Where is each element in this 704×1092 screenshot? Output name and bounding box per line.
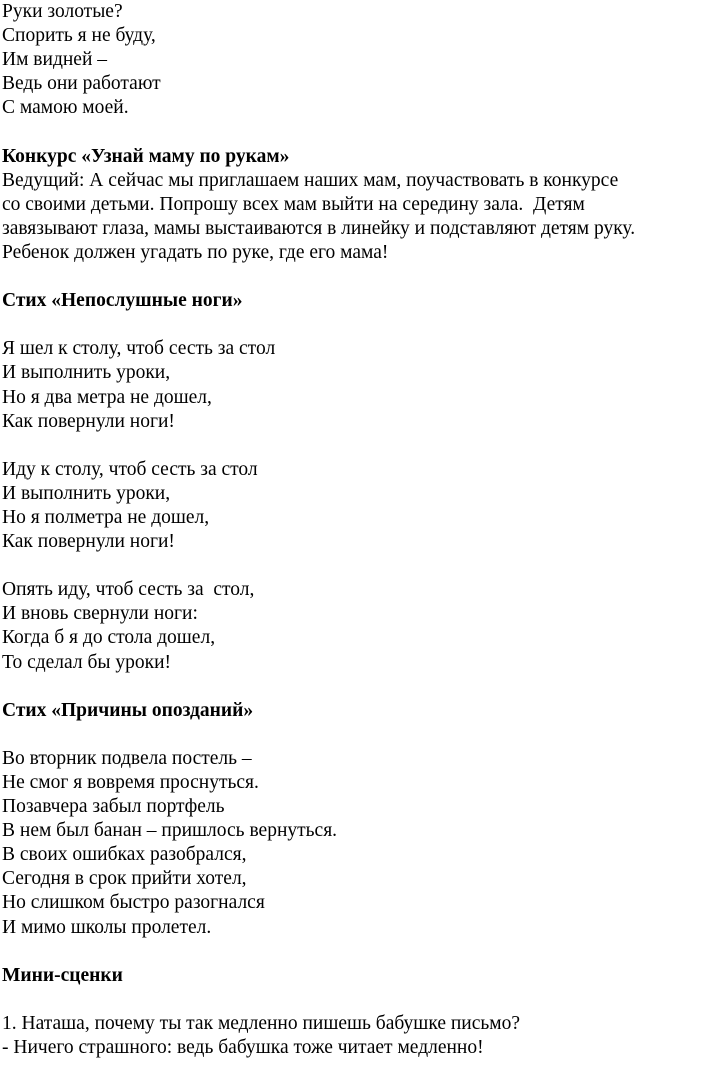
paragraph-line: Ребенок должен угадать по руке, где его мама! <box>2 241 389 263</box>
poem-line: Я шел к столу, чтоб сесть за стол <box>2 338 276 360</box>
paragraph-line: завязывают глаза, мамы выстаиваются в линейку и подставляют детям руку. <box>2 217 636 239</box>
poem-line: С мамою моей. <box>2 97 129 119</box>
poem-line: И вновь свернули ноги: <box>2 603 198 625</box>
mini-scenes-section <box>2 964 702 1060</box>
blank-line <box>2 940 702 964</box>
section-heading: Стих «Непослушные ноги» <box>2 290 243 312</box>
paragraph-line: со своими детьми. Попрошу всех мам выйти на середину зала. Детям <box>2 193 585 215</box>
document-page <box>2 0 702 1060</box>
contest-section <box>2 145 702 265</box>
poem-line: И мимо школы пролетел. <box>2 916 212 938</box>
poem-line: В своих ошибках разобрался, <box>2 844 247 866</box>
poem-line: Позавчера забыл портфель <box>2 796 225 818</box>
poem-line: И выполнить уроки, <box>2 362 171 384</box>
blank-line <box>2 675 702 699</box>
paragraph-line: Ведущий: А сейчас мы приглашаем наших мам, поучаствовать в конкурсе <box>2 169 619 191</box>
poem-line: Но я два метра не дошел, <box>2 386 212 408</box>
blank-line <box>2 723 702 747</box>
poem-line: Опять иду, чтоб сесть за стол, <box>2 579 255 601</box>
dialogue-line: 1. Наташа, почему ты так медленно пишешь бабушке письмо? <box>2 1012 521 1034</box>
section-heading: Конкурс «Узнай маму по рукам» <box>2 145 290 167</box>
blank-line <box>2 120 702 144</box>
poem-line: Им видней – <box>2 49 108 71</box>
section-heading: Стих «Причины опозданий» <box>2 699 254 721</box>
poem-line: И выполнить уроки, <box>2 482 171 504</box>
poem-line: В нем был банан – пришлось вернуться. <box>2 820 338 842</box>
poem-line: То сделал бы уроки! <box>2 651 172 673</box>
section-heading: Мини-сценки <box>2 964 123 986</box>
poem-line: Но я полметра не дошел, <box>2 506 210 528</box>
poem-line: Ведь они работают <box>2 73 161 95</box>
poem-line: Иду к столу, чтоб сесть за стол <box>2 458 258 480</box>
poem-hands <box>2 0 702 120</box>
dialogue-line: - Ничего страшного: ведь бабушка тоже читает медленно! <box>2 1037 484 1059</box>
poem-line: Руки золотые? <box>2 1 123 22</box>
poem-line: Во вторник подвела постель – <box>2 747 252 769</box>
poem-line: Не смог я вовремя проснуться. <box>2 772 259 793</box>
poem-legs-section <box>2 289 702 675</box>
poem-line: Как повернули ноги! <box>2 410 175 432</box>
blank-line <box>2 554 702 578</box>
blank-line <box>2 313 702 337</box>
poem-late-section <box>2 699 702 940</box>
blank-line <box>2 988 702 1012</box>
poem-line: Спорить я не буду, <box>2 25 156 47</box>
blank-line <box>2 434 702 458</box>
poem-line: Когда б я до стола дошел, <box>2 627 216 649</box>
poem-line: Как повернули ноги! <box>2 531 175 553</box>
blank-line <box>2 265 702 289</box>
poem-line: Сегодня в срок прийти хотел, <box>2 868 247 890</box>
poem-line: Но слишком быстро разогнался <box>2 892 265 914</box>
